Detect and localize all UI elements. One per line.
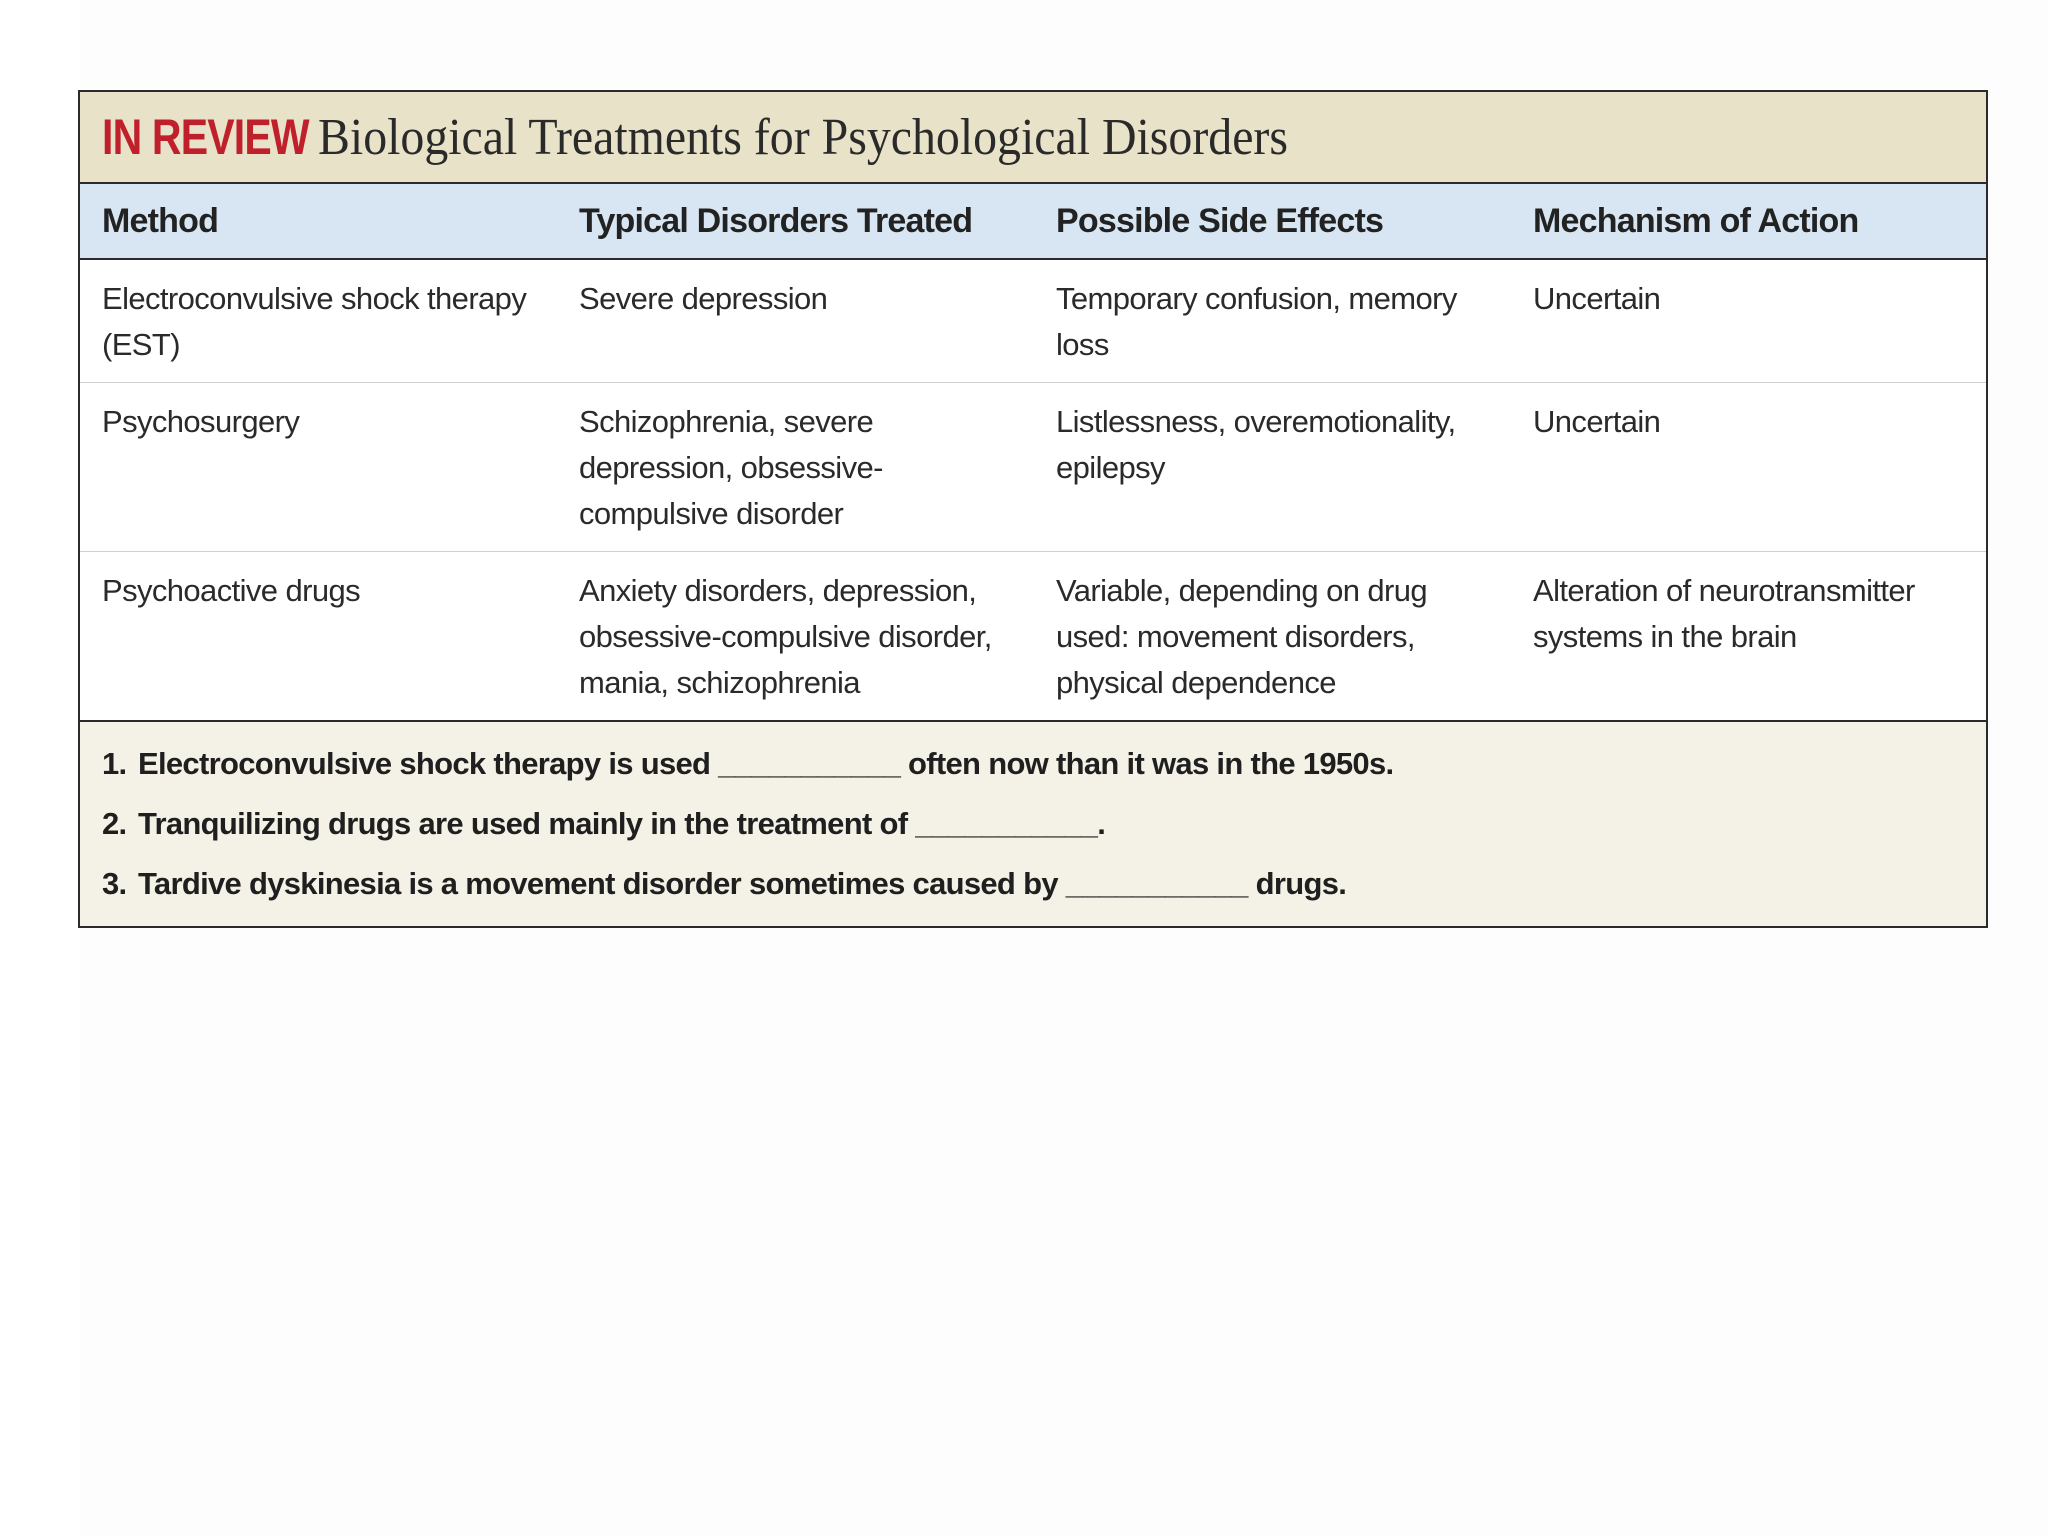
cell-side-effects: Variable, depending on drug used: movement disorders, physical dependence [1034,552,1511,722]
quiz-text: Tranquilizing drugs are used mainly in the treatment of ___________. [138,806,1106,841]
quiz-text: Tardive dyskinesia is a movement disorder sometimes caused by ___________ drugs. [138,866,1347,901]
treatments-table [80,184,1986,722]
cell-mechanism: Uncertain [1511,383,1986,552]
cell-disorders: Anxiety disorders, depression, obsessive-compulsive disorder, mania, schizophrenia [557,552,1034,722]
quiz-number: 2. [102,806,127,841]
review-title: Biological Treatments for Psychological Disorders [318,108,1288,166]
cell-method: Psychosurgery [80,383,557,552]
page-margin [0,0,80,1536]
header-disorders: Typical Disorders Treated [557,184,1034,259]
table-row [80,552,1986,722]
review-tag: IN REVIEW [102,109,309,165]
header-method: Method [80,184,557,259]
quiz-question [102,734,1986,794]
cell-method: Electroconvulsive shock therapy (EST) [80,259,557,383]
table-header-row [80,184,1986,259]
header-side-effects: Possible Side Effects [1034,184,1511,259]
review-header [80,92,1986,184]
table-row [80,383,1986,552]
table-row [80,259,1986,383]
cell-method: Psychoactive drugs [80,552,557,722]
quiz-number: 3. [102,866,127,901]
cell-disorders: Severe depression [557,259,1034,383]
cell-side-effects: Listlessness, overemotionality, epilepsy [1034,383,1511,552]
header-mechanism: Mechanism of Action [1511,184,1986,259]
quiz-number: 1. [102,746,127,781]
review-quiz [80,722,1986,926]
cell-disorders: Schizophrenia, severe depression, obsessive-compulsive disorder [557,383,1034,552]
in-review-box [78,90,1988,928]
cell-side-effects: Temporary confusion, memory loss [1034,259,1511,383]
quiz-text: Electroconvulsive shock therapy is used ___________ often now than it was in the 1950s. [138,746,1394,781]
cell-mechanism: Uncertain [1511,259,1986,383]
cell-mechanism: Alteration of neurotransmitter systems in the brain [1511,552,1986,722]
quiz-question [102,794,1986,854]
quiz-question [102,854,1986,914]
